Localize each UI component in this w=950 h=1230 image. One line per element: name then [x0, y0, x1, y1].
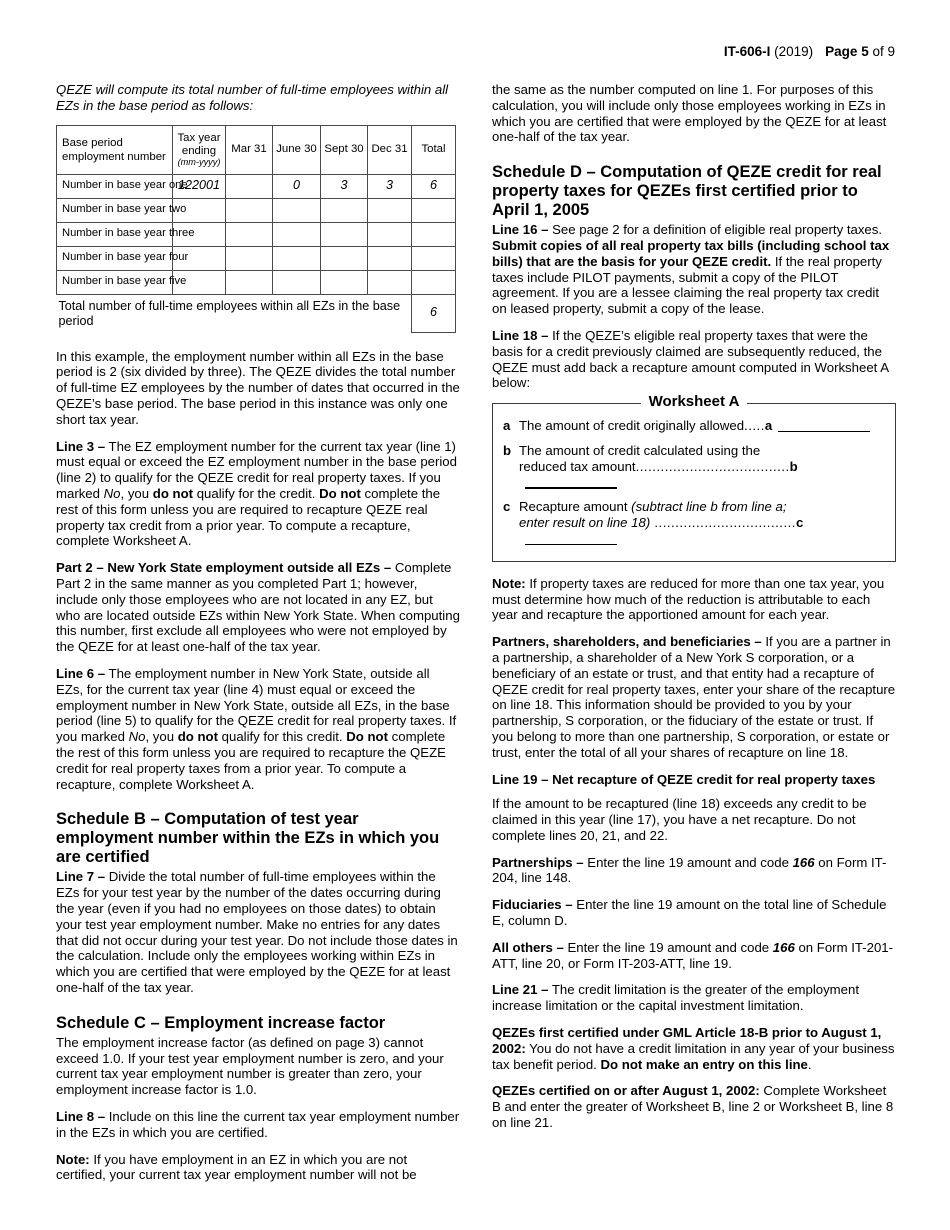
line-21-label: Line 21 – [492, 982, 549, 998]
line-6-donot-2: Do not [346, 729, 388, 745]
line-6-text-2: , you [145, 729, 178, 745]
line-18-paragraph [492, 328, 896, 391]
worksheet-a-title-text: Worksheet A [641, 393, 748, 410]
header-taxyear-format: (mm-yyyy) [177, 157, 221, 167]
intro-italic-paragraph: QEZE will compute its total number of full-time employees within all EZs in the base period as follows: [56, 82, 449, 113]
worksheet-a-dots-a: ..... [744, 418, 765, 434]
line-19-heading: Line 19 – Net recapture of QEZE credit for real property taxes [492, 771, 876, 787]
cell-total-5[interactable] [412, 270, 456, 294]
worksheet-a-dots-c: .................................. [650, 515, 796, 531]
table-total-row [57, 294, 456, 332]
cell-sept30-2[interactable] [321, 198, 368, 222]
cell-dec31-3[interactable] [368, 222, 412, 246]
line-8-label: Line 8 – [56, 1108, 106, 1124]
worksheet-a-wrapper [492, 393, 896, 562]
table-row [57, 174, 456, 198]
header-cell-dec31: Dec 31 [368, 125, 412, 174]
header-cell-total: Total [412, 125, 456, 174]
right-note-label: Note: [492, 575, 526, 591]
line-3-text-1: The EZ employment number for the current tax year (line 1) must equal or exceed the EZ employment number in the base period (line 2) to qualify for the QEZE credit for real property taxes. If you marked [56, 438, 457, 502]
line-19-heading-paragraph [492, 772, 896, 788]
schedule-c-heading: Schedule C – Employment increase factor [56, 1013, 386, 1032]
fiduciaries-label: Fiduciaries – [492, 897, 573, 913]
part-2-body: Complete Part 2 in the same manner as you completed Part 1; however, include only those employees who are not located in any EZ, but who are located outside EZs within New York State. When computing this number, first exclude all employees who were not employed by the QEZE for at least one-half of the tax year. [56, 560, 460, 655]
qezes-after-label: QEZEs certified on or after August 1, 2002: [492, 1083, 760, 1099]
cell-june30-4[interactable] [273, 246, 321, 270]
worksheet-a-text-b [519, 443, 885, 490]
header-cell-mar31: Mar 31 [226, 125, 273, 174]
cell-dec31-2[interactable] [368, 198, 412, 222]
line-18-body: If the QEZE’s eligible real property taxes that were the basis for a credit previously claimed are subsequently reduced, the QEZE must add back a recapture amount computed in Worksheet A below: [492, 327, 889, 391]
line-6-text-1: The employment number in New York State, outside all EZs, for the current tax year (line 4) must equal or exceed the employment number in New York State, outside all EZs, in the base period (line 5) to qualify for the QEZE credit for real property taxes. If you marked [56, 666, 457, 745]
base-period-table-wrapper [56, 125, 460, 333]
all-others-text-2: on Form IT-201-ATT, line 20, or Form IT-203-ATT, line 19. [492, 939, 894, 971]
line-6-donot-1: do not [177, 729, 218, 745]
line-3-no-1: No [103, 486, 121, 502]
worksheet-a-row-b [503, 443, 885, 490]
line-21-paragraph [492, 982, 896, 1014]
cell-dec31-5[interactable] [368, 270, 412, 294]
header-taxyear-line2: ending [181, 144, 217, 157]
worksheet-a-text-c [519, 499, 885, 546]
line-16-text-1: See page 2 for a definition of eligible real property taxes. [548, 222, 883, 238]
line-3-donot-1: do not [152, 486, 194, 502]
example-paragraph: In this example, the employment number within all EZs in the base period is 2 (six divided by three). The QEZE divides the total number of full-time EZ employees by the number of dates that occurred in the QEZE’s base period. The base period in this instance was only one short tax year. [56, 348, 460, 427]
fiduciaries-body: Enter the line 19 amount on the total line of Schedule E, column D. [492, 897, 887, 929]
cell-mar31-1[interactable] [226, 174, 273, 198]
worksheet-a-box [492, 403, 896, 562]
line-3-paragraph [56, 439, 460, 550]
cell-taxyear-1[interactable]: 122001 [173, 174, 226, 198]
total-row-value[interactable]: 6 [412, 294, 456, 332]
worksheet-a-desc-c-line1 [519, 499, 885, 515]
table-header-row [57, 125, 456, 174]
cell-sept30-1[interactable]: 3 [321, 174, 368, 198]
worksheet-a-desc-b-line1: The amount of credit calculated using the [519, 442, 761, 458]
worksheet-a-desc-c-label: Recapture amount [519, 499, 632, 515]
schedule-b-heading: Schedule B – Computation of test year employment number within the EZs in which you are certified [56, 810, 440, 867]
cell-total-4[interactable] [412, 246, 456, 270]
all-others-paragraph [492, 940, 896, 972]
worksheet-a-letter-b: b [503, 442, 512, 458]
row-label-base-year-two: Number in base year two [57, 198, 173, 222]
cell-sept30-5[interactable] [321, 270, 368, 294]
worksheet-a-input-a[interactable] [778, 419, 870, 432]
line-16-paragraph [492, 222, 896, 317]
header-cell-base-period [57, 125, 173, 174]
line-6-text-4: complete the rest of this form unless you are required to recapture the QEZE credit for real property taxes from a prior year. To compute a recapture, complete Worksheet A. [56, 729, 446, 792]
worksheet-a-text-a [519, 418, 885, 434]
form-id: IT-606-I [723, 44, 771, 59]
part-2-paragraph [56, 560, 460, 655]
page-total-label: of 9 [872, 44, 895, 59]
partnerships-text-1: Enter the line 19 amount and code [583, 854, 793, 870]
line-21-body: The credit limitation is the greater of the employment increase limitation or the capital investment limitation. [492, 982, 859, 1014]
worksheet-a-dots-b: ..................................... [635, 458, 790, 474]
line-16-bold: Submit copies of all real property tax bills (including school tax bills) that are the basis for your QEZE credit. [492, 237, 890, 269]
qezes-after-body: Complete Worksheet B and enter the greater of Worksheet B, line 2 or Worksheet B, line 8 on line 21. [492, 1083, 894, 1131]
left-note-body: If you have employment in an EZ in which you are not certified, your current tax year employment number will not be [56, 1151, 417, 1183]
worksheet-a-letter-a: a [503, 418, 511, 434]
page-header [724, 44, 895, 59]
left-note-paragraph [56, 1152, 460, 1184]
cell-june30-3[interactable] [273, 222, 321, 246]
line-6-no-1: No [128, 729, 146, 745]
line-16-label: Line 16 – [492, 222, 549, 238]
line-3-donot-2: Do not [319, 486, 361, 502]
worksheet-a-input-b[interactable] [525, 475, 617, 489]
cell-mar31-2[interactable] [226, 198, 273, 222]
worksheet-a-row-a [503, 418, 885, 434]
worksheet-a-desc-a: The amount of credit originally allowed [519, 418, 745, 434]
right-note-paragraph [492, 576, 896, 623]
worksheet-a-desc-c-italic1: (subtract line b from line a; [631, 499, 787, 515]
header-taxyear-line1: Tax year [177, 132, 221, 145]
line-3-text-3: qualify for the credit. [193, 486, 320, 502]
cell-mar31-5[interactable] [226, 270, 273, 294]
line-6-paragraph [56, 666, 460, 792]
part-2-label: Part 2 – New York State employment outside all EZs – [56, 560, 392, 576]
partners-paragraph [492, 634, 896, 760]
header-cell-june30: June 30 [273, 125, 321, 174]
cell-total-2[interactable] [412, 198, 456, 222]
header-cell-tax-year-ending [173, 125, 226, 174]
cell-june30-1[interactable]: 0 [273, 174, 321, 198]
worksheet-a-letter-c: c [503, 499, 511, 515]
partners-body: If you are a partner in a partnership, a shareholder of a New York S corporation, or a beneficiary of an estate or trust, and that entity had a recapture of QEZE credit for real property taxes, enter your share of the recapture on line 18. This information should be provided to you by your partnership, S corporation, or the fiduciary of the estate or trust. If you belong to more than one partnership, S corporation, or estate or trust, enter the total of all your shares of recapture on line 18. [492, 634, 896, 760]
cell-total-1[interactable]: 6 [412, 174, 456, 198]
table-row [57, 198, 456, 222]
line-19-body-paragraph: If the amount to be recaptured (line 18) exceeds any credit to be claimed in this year (line 17), you have a net recapture. Do not complete lines 20, 21, and 22. [492, 796, 867, 843]
all-others-code: 166 [772, 939, 795, 955]
cell-total-3[interactable] [412, 222, 456, 246]
header-label-line1: Base period [62, 136, 123, 149]
row-label-base-year-five: Number in base year five [57, 270, 173, 294]
partnerships-paragraph [492, 855, 896, 887]
cell-sept30-3[interactable] [321, 222, 368, 246]
continued-paragraph: the same as the number computed on line 1. For purposes of this calculation, you will include only those employees working in EZs in which you are certified that were employed by the QEZE for at least one-half of the tax year. [492, 82, 887, 145]
row-label-base-year-three: Number in base year three [57, 222, 173, 246]
cell-mar31-3[interactable] [226, 222, 273, 246]
cell-dec31-1[interactable]: 3 [368, 174, 412, 198]
table-row [57, 270, 456, 294]
line-16-text-2: If the real property taxes include PILOT payments, submit a copy of the PILOT agreement. If you are a lessee claiming the real property tax credit on leased property, submit a copy of the lease. [492, 253, 882, 317]
line-6-text-3: qualify for this credit. [217, 729, 347, 745]
line-7-paragraph [56, 869, 460, 995]
row-label-base-year-one: Number in base year one [57, 174, 173, 198]
cell-dec31-4[interactable] [368, 246, 412, 270]
worksheet-a-desc-c-italic2: enter result on line 18) [519, 515, 651, 531]
cell-sept30-4[interactable] [321, 246, 368, 270]
worksheet-a-endletter-c: c [795, 515, 804, 531]
line-3-label: Line 3 – [56, 438, 106, 454]
line-6-label: Line 6 – [56, 666, 106, 682]
cell-june30-2[interactable] [273, 198, 321, 222]
all-others-label: All others – [492, 939, 564, 955]
schedule-d-heading: Schedule D – Computation of QEZE credit for real property taxes for QEZEs first certified prior to April 1, 2005 [492, 163, 882, 220]
gml-bold-2: Do not make an entry on this line [600, 1056, 808, 1072]
header-cell-sept30: Sept 30 [321, 125, 368, 174]
line-3-text-4: complete the rest of this form unless you are required to recapture QEZE real property tax credit from a prior year. To compute a recapture, complete Worksheet A. [56, 486, 441, 549]
header-label-line2: employment number [62, 150, 166, 163]
gml-text-1: You do not have a credit limitation in any year of your business tax benefit period. [492, 1040, 895, 1072]
worksheet-a-endletter-b: b [789, 458, 798, 474]
gml-text-2: . [807, 1056, 812, 1072]
line-3-text-2: , you [120, 486, 153, 502]
fiduciaries-paragraph [492, 897, 896, 929]
form-year: (2019) [774, 44, 814, 59]
row-label-base-year-four: Number in base year four [57, 246, 173, 270]
gml-paragraph [492, 1025, 896, 1072]
gml-label: QEZEs first certified under GML Article 18-B prior to August 1, 2002: [492, 1025, 882, 1056]
total-row-label: Total number of full-time employees within all EZs in the base period [58, 298, 401, 329]
worksheet-a-row-c [503, 499, 885, 546]
right-column [492, 82, 896, 1142]
partners-label: Partners, shareholders, and beneficiaries – [492, 634, 762, 650]
qezes-after-paragraph [492, 1083, 896, 1130]
worksheet-a-endletter-a: a [764, 418, 773, 434]
line-7-body: Divide the total number of full-time employees within the EZs for your test year by the number of the dates occurring during the year (even if you had no employees on those dates) to obtain your test year employment number. Make no entries for any dates that did not occur during your test year. Do not include those dates in the calculation. Include only the employees working within EZs in which you are certified that were employed by the QEZE for at least one-half of the tax year. [56, 869, 458, 995]
base-period-employment-table [56, 125, 456, 333]
schedule-c-body: The employment increase factor (as defined on page 3) cannot exceed 1.0. If your test year employment number is zero, and your current tax year employment number is greater than zero, your employment increase factor is 1.0. [56, 1034, 444, 1098]
table-row [57, 246, 456, 270]
partnerships-text-2: on Form IT-204, line 148. [492, 854, 887, 886]
cell-june30-5[interactable] [273, 270, 321, 294]
partnerships-code: 166 [792, 854, 815, 870]
line-8-paragraph [56, 1109, 460, 1141]
worksheet-a-input-c[interactable] [525, 532, 617, 545]
line-8-body: Include on this line the current tax year employment number in the EZs in which you are certified. [56, 1108, 460, 1140]
left-note-label: Note: [56, 1151, 90, 1167]
partnerships-label: Partnerships – [492, 854, 584, 870]
cell-mar31-4[interactable] [226, 246, 273, 270]
worksheet-a-desc-b-line2: reduced tax amount [519, 458, 636, 474]
line-7-label: Line 7 – [56, 869, 106, 885]
table-row [57, 222, 456, 246]
page-number-label: Page 5 [825, 44, 869, 59]
left-column [56, 82, 460, 1194]
all-others-text-1: Enter the line 19 amount and code [563, 939, 773, 955]
line-18-label: Line 18 – [492, 327, 549, 343]
right-note-body: If property taxes are reduced for more than one tax year, you must determine how much of the reduction is attributable to each year and recapture the apportioned amount for each year. [492, 575, 885, 623]
